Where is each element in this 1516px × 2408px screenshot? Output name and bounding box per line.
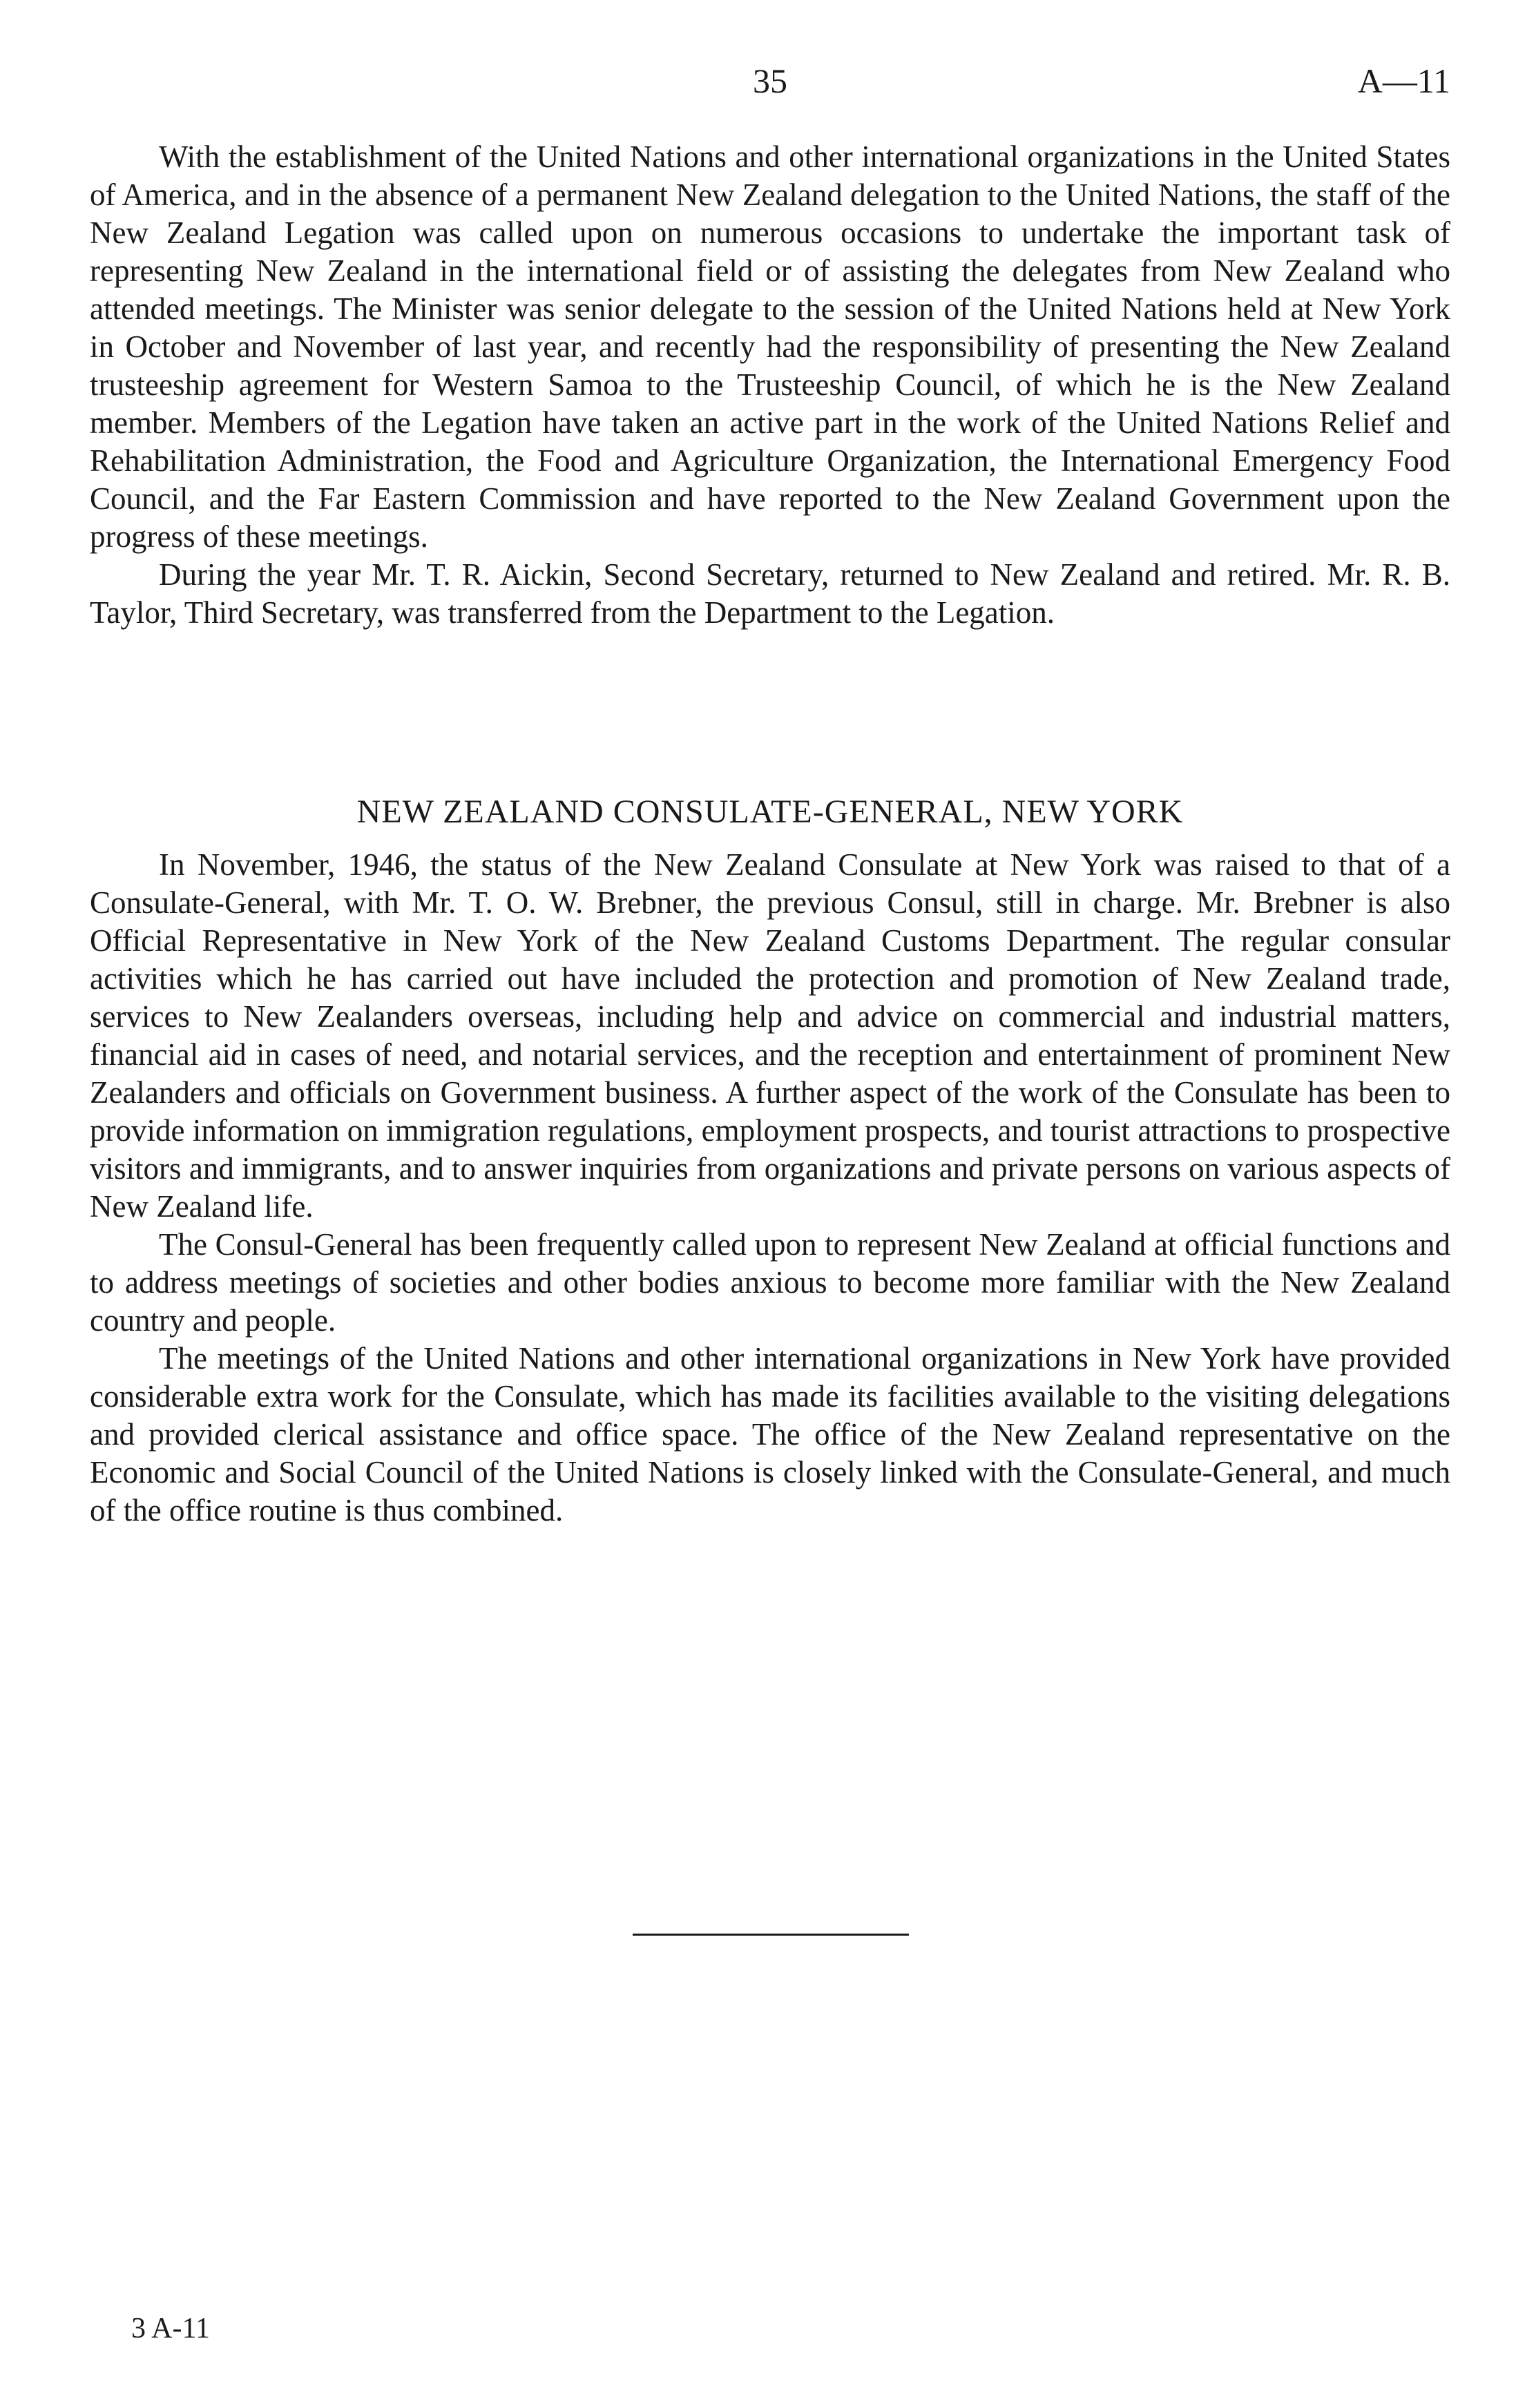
printer-signature: 3 A-11	[131, 2313, 210, 2344]
page-number: 35	[753, 61, 787, 100]
legation-section	[90, 138, 1450, 632]
paragraph: With the establishment of the United Nations and other international organizations in the United States of America, and in the absence of a permanent New Zealand delegation to the United Nations, the staff of the New Zealand Legation was called upon on numerous occasions to undertake the important task of representing New Zealand in the international field or of assisting the delegates from New Zealand who attended meetings. The Minister was senior delegate to the session of the United Nations held at New York in October and November of last year, and recently had the responsibility of presenting the New Zealand trusteeship agreement for Western Samoa to the Trusteeship Council, of which he is the New Zealand member. Members of the Legation have taken an active part in the work of the United Nations Relief and Rehabilitation Administration, the Food and Agriculture Organization, the International Emergency Food Council, and the Far Eastern Commission and have reported to the New Zealand Government upon the progress of these meetings.	[90, 139, 1450, 554]
end-rule-divider	[633, 1934, 909, 1936]
paragraph: During the year Mr. T. R. Aickin, Second Secretary, returned to New Zealand and retired. Mr. R. B. Taylor, Third Secretary, was transferred from the Department to the Legation.	[90, 557, 1450, 630]
consulate-section	[90, 846, 1450, 1530]
paper-reference: A—11	[1357, 61, 1450, 100]
paragraph: The Consul-General has been frequently called upon to represent New Zealand at official functions and to address meetings of societies and other bodies anxious to become more familiar with the New Zealand country and people.	[90, 1227, 1450, 1338]
paragraph: The meetings of the United Nations and other international organizations in New York have provided considerable extra work for the Consulate, which has made its facilities available to the visiting delegations and provided clerical assistance and office space. The office of the New Zealand representative on the Economic and Social Council of the United Nations is closely linked with the Consulate-General, and much of the office routine is thus combined.	[90, 1341, 1450, 1528]
paragraph: In November, 1946, the status of the New Zealand Consulate at New York was raised to that of a Consulate-General, with Mr. T. O. W. Brebner, the previous Consul, still in charge. Mr. Brebner is also Official Representative in New York of the New Zealand Customs Department. The regular consular activities which he has carried out have included the protection and promotion of New Zealand trade, services to New Zealanders overseas, including help and advice on commercial and industrial matters, financial aid in cases of need, and notarial services, and the reception and entertainment of prominent New Zealanders and officials on Government business. A further aspect of the work of the Consulate has been to provide information on immigration regulations, employment prospects, and tourist attractions to prospective visitors and immigrants, and to answer inquiries from organizations and private persons on various aspects of New Zealand life.	[90, 847, 1450, 1224]
page-header	[90, 61, 1450, 116]
section-heading: NEW ZEALAND CONSULATE-GENERAL, NEW YORK	[356, 793, 1184, 830]
